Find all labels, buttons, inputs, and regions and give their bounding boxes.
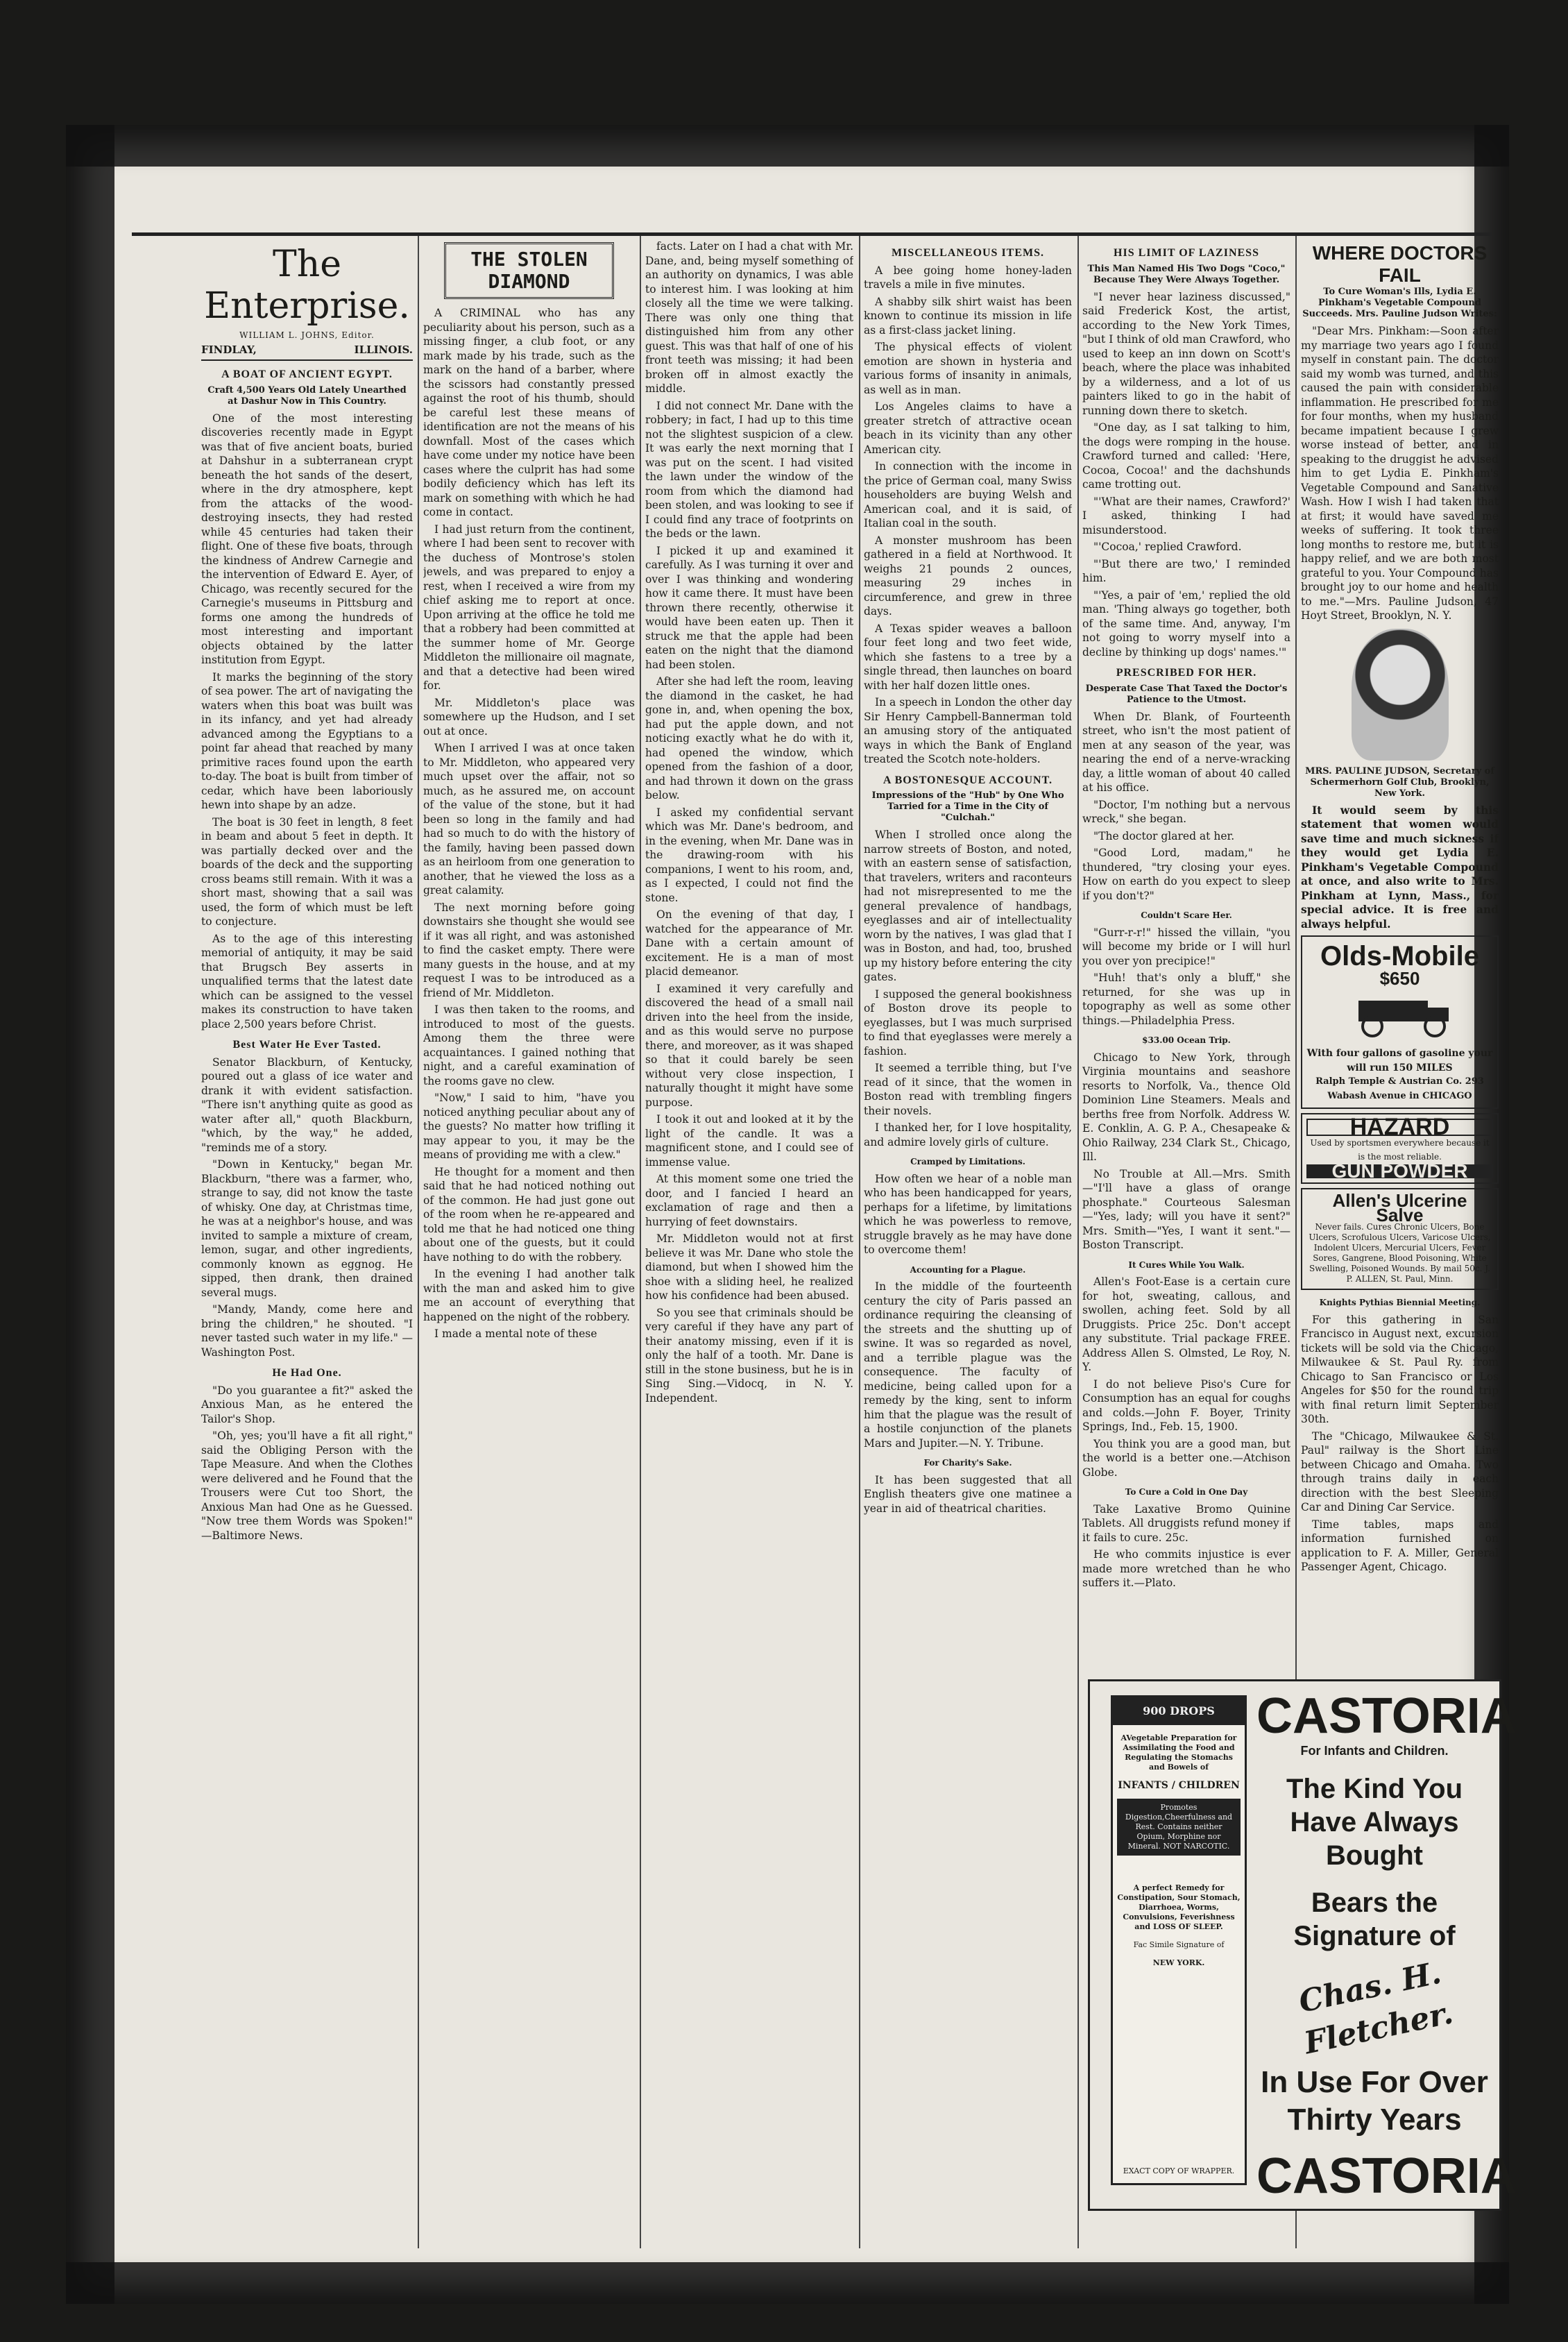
article-paragraph: The physical effects of violent emotion are shown in hysteria and various forms of insanity in animals, as well as in man. [864,341,1072,396]
article-paragraph: When I arrived I was at once taken to Mr. Middleton, who appeared very much upset over the affair, not so much, as he assured me, on account of the value of the stone, but it had been so long in the family and had had so much to do with the history of the family, having been passed down as an heirloom from one generation to another, that he viewed the loss as a great calamity. [423,742,635,897]
column-rule [640,236,641,2248]
article-paragraph: Allen's Foot-Ease is a certain cure for hot, sweating, callous, and swollen, aching feet. Sold by all Druggists. Price 25c. Don't accept any substitute. Trial package FREE. Address Allen S. Olmsted, Le Roy, N. Y. [1082,1275,1290,1373]
castoria-ad [1088,1679,1517,2211]
article-paragraph: He who commits injustice is ever made more wretched than he who suffers it.—Plato. [1082,1548,1290,1589]
column-6-ads [1301,239,1499,1676]
article-paragraph: Los Angeles claims to have a greater stretch of attractive ocean beach in its vicinity than any other American city. [864,400,1072,456]
pinkham-ad-paragraph: It would seem by this statement that women would save time and much sickness if they would get Lydia E. Pinkham's Vegetable Compound at once, and also write to Mrs. Pinkham at Lynn, Mass., for special advice. It is free and always helpful. [1301,803,1499,931]
article-paragraph: "Oh, yes; you'll have a fit all right," said the Obliging Person with the Tape Measure. And when the Clothes were delivered and he Found that the Trousers were Cut too Short, the Anxious Man had One as he Guessed. "Now tree them Words was Spoken!" —Baltimore News. [201,1429,413,1542]
bottle-text: Fac Simile Signature of [1133,1940,1225,1949]
article-headline: Couldn't Scare Her. [1141,910,1232,920]
article-paragraph: "Do you guarantee a fit?" asked the Anxious Man, as he entered the Tailor's Shop. [201,1384,413,1425]
article-paragraph: After she had left the room, leaving the diamond in the casket, he had gone in, and, when opening the box, had put the apple down, and not noticing exactly what he do with it, had opened the window, which opened from the fashion of a door, and had thrown it down on the grass below. [645,675,853,801]
article-headline: To Cure a Cold in One Day [1125,1487,1248,1497]
article-paragraph: "Huh! that's only a bluff," she returned, for she was up in topography as well as some other things.—Philadelphia Press. [1082,971,1290,1027]
column-3 [645,239,853,2245]
article-paragraph: Time tables, maps and information furnished on application to F. A. Miller, General Passenger Agent, Chicago. [1301,1518,1499,1573]
column-2 [423,239,635,2245]
article-paragraph: I thanked her, for I love hospitality, and admire lovely girls of culture. [864,1121,1072,1148]
article-paragraph: No Trouble at All.—Mrs. Smith—"I'll have a glass of orange phosphate." Courteous Salesman—"Yes, lady; will you have it sent?" Mrs. Smith—"Yes, I want it sent."—Boston Transcript. [1082,1167,1290,1251]
article-headline: $33.00 Ocean Trip. [1142,1035,1231,1045]
article-headline: Cramped by Limitations. [910,1157,1025,1166]
castoria-kind: The Kind You Have Always Bought [1286,1774,1463,1871]
article-headline: HIS LIMIT OF LAZINESS [1114,247,1259,259]
article-paragraph: I took it out and looked at it by the light of the candle. It was a magnificent stone, and I could see of immense value. [645,1113,853,1169]
article-subhead: This Man Named His Two Dogs "Coco," Because They Were Always Together. [1087,263,1286,285]
article-paragraph: Mr. Middleton's place was somewhere up the Hudson, and I set out at once. [423,696,635,738]
bottle-text: EXACT COPY OF WRAPPER. [1123,2166,1235,2175]
castoria-bears: Bears the Signature of [1293,1887,1456,1951]
article-paragraph: A CRIMINAL who has any peculiarity about his person, such as a missing finger, a club foot, or any mark made by his trade, such as the mark on the hand of a barber, where the scissors had constantly pressed against the root of his thumb, should be careful lest these means of identification are not the means of his downfall. Most of the cases which have come under my notice have been cases where the culprit has had some bodily deficiency which has left its mark on something with which he had come in contact. [423,307,635,518]
article-paragraph: "Mandy, Mandy, come here and bring the children," he shouted. "I never tasted such water in my life." —Washington Post. [201,1303,413,1359]
castoria-title: CASTORIA [1256,1688,1517,1744]
castoria-in-use: In Use For Over Thirty Years [1261,2065,1488,2137]
page-edge-left [66,125,114,2304]
olds-mobile-ad [1301,935,1499,1109]
top-rule [132,232,1492,236]
article-paragraph: "'What are their names, Crawford?' I asked, thinking I had misunderstood. [1082,495,1290,536]
bottle-neck-label: 900 DROPS [1113,1697,1245,1725]
article-paragraph: "The doctor glared at her. [1093,829,1235,842]
olds-tagline: With four gallons of gasoline your will run 150 MILES [1306,1048,1493,1074]
article-headline: Best Water He Ever Tasted. [232,1039,382,1051]
article-paragraph: He thought for a moment and then said that he had noticed nothing out of the common. He had just gone out of the room when he re-appeared and told me that he had noticed one thing about one of the guests, but it could have nothing to do with the robbery. [423,1165,635,1264]
article-paragraph: "Now," I said to him, "have you noticed anything peculiar about any of the guests? No matter how trifling it may appear to you, it may be the means of providing me with a clew." [423,1092,635,1161]
article-paragraph: It has been suggested that all English theaters give one matinee a year in aid of theatrical charities. [864,1473,1072,1515]
masthead-dateline [201,343,413,362]
article-paragraph: "I never hear laziness discussed," said Frederick Kost, the artist, according to the New York Times, "but I think of old man Crawford, who used to keep an inn down on Scott's beach, where the place was inhabited by a wilderness, and a lot of us painters liked to go in the habit of running down there to sketch. [1082,290,1290,417]
bottle-text: Promotes Digestion,Cheerfulness and Rest. Contains neither Opium, Morphine nor Mineral. NOT NARCOTIC. [1117,1799,1241,1856]
article-paragraph: "Good Lord, madam," he thundered, "try closing your eyes. How on earth do you expect to sleep if you don't?" [1082,847,1290,902]
article-paragraph: It marks the beginning of the story of sea power. The art of navigating the waters when this boat was built was in its infancy, and yet had already advanced among the Egyptians to a point far ahead that reached by many primitive races found upon the earth to-day. The boat is built from timber of cedar, which have been laboriously hewn into shape by an adze. [201,670,413,811]
article-paragraph: Senator Blackburn, of Kentucky, poured out a glass of ice water and drank it with evident satisfaction. "There isn't anything quite as good as water after all," quoth Blackburn, "which, by the way," he added, "reminds me of a story. [201,1055,413,1154]
castoria-for-line: For Infants and Children. [1300,1744,1449,1758]
column-5 [1082,239,1290,1676]
column-rule [859,236,860,2248]
hazard-powder-ad [1301,1113,1499,1184]
article-paragraph: In the evening I had another talk with the man and asked him to give me an account of everything that happened on the night of the robbery. [423,1268,635,1323]
article-paragraph: When I strolled once along the narrow streets of Boston, and noted, with an eastern sense of satisfaction, that travelers, writers and raconteurs had not misrepresented to me the general prevalence of handbags, eyeglasses and air of intellectuality worn by the natives, I was glad that I was in Boston, and had, too, brushed up my history before entering the city gates. [864,829,1072,983]
article-headline: For Charity's Sake. [923,1458,1012,1468]
page-edge-top [66,125,1509,167]
article-paragraph: As to the age of this interesting memorial of antiquity, it may be said that Brugsch Bey asserts in unqualified terms that the latest date which can be assigned to the vessel makes its construction to have taken place 2,500 years before Christ. [201,932,413,1030]
article-subhead: Desperate Case That Taxed the Doctor's Patience to the Utmost. [1085,683,1288,705]
article-paragraph: So you see that criminals should be very careful if they have any part of their anatomy missing, even if it is only the half of a tooth. Mr. Dane is still in the stone business, but he is in Sing Sing.—Vidocq, in N. Y. Independent. [645,1306,853,1405]
olds-dealer: Ralph Temple & Austrian Co. 293 Wabash Avenue in CHICAGO [1315,1076,1484,1101]
article-headline: PRESCRIBED FOR HER. [1116,667,1257,679]
article-paragraph: I asked my confidential servant which was Mr. Dane's bedroom, and in the evening, when Mr. Dane was in the drawing-room with his companions, I went to his room, and, as I expected, I could not find the stone. [645,806,853,904]
article-subhead: Impressions of the "Hub" by One Who Tarried for a Time in the City of "Culchah." [871,790,1064,823]
article-headline: MISCELLANEOUS ITEMS. [891,247,1045,259]
page-edge-bottom [66,2262,1509,2304]
article-paragraph: How often we hear of a noble man who has been handicapped for years, perhaps for a lifetime, by limitations which he was powerless to remove, struggle bravely as he may have done to overcome them! [864,1172,1072,1256]
article-paragraph: "'Yes, a pair of 'em,' replied the old man. 'Thing always go together, both of the same time. And, anyway, I'm not going to worry myself into a decline by thinking up dogs' names.'" [1082,588,1290,659]
pinkham-ad-paragraph: "Dear Mrs. Pinkham:—Soon after my marriage two years ago I found myself in constant pain. The doctor said my womb was turned, and this caused the pain with considerable inflammation. He prescribed for me for four months, when my husband became impatient because I grew worse instead of better, and in speaking to the druggist he advised him to get Lydia E. Pinkham's Vegetable Compound and Sanative Wash. How I wish I had taken that at first; it would have saved me weeks of suffering. It took three long months to restore me, but it is happy relief, and we are both most grateful to you. Your Compound has brought joy to our home and health to me."—Mrs. Pauline Judson, 47 Hoyt Street, Brooklyn, N. Y. [1301,325,1499,622]
article-paragraph: The boat is 30 feet in length, 8 feet in beam and about 5 feet in depth. It was partially decked over and the boards of the deck and the supporting cross beams still remain. With it was a short mast, showing that a sail was used, the form of which must be left to conjecture. [201,815,413,928]
column-rule [418,236,419,2248]
castoria-copy [1256,1688,1517,2204]
bottle-text: INFANTS / CHILDREN [1118,1780,1240,1791]
article-paragraph: I did not connect Mr. Dane with the robbery; in fact, I had up to this time not the slightest suspicion of a clew. It was early the next morning that I was put on the scent. I had visited the lawn under the window of the room from which the diamond had been stolen, and was looking to see if I could find any trace of footprints on the beds or the lawn. [645,399,853,540]
article-paragraph: One of the most interesting discoveries recently made in Egypt was that of five ancient boats, buried at Dahshur in a subterranean crypt beneath the hot sands of the desert, where in the dry atmosphere, kept from the attacks of the wood-destroying insects, they had rested while 45 centuries had taken their flight. One of these five boats, through the kindness of Andrew Carnegie and the intervention of Edward E. Ayer, of Chicago, was recently secured for the Carnegie's museums in Pittsburg and forms one among the hundreds of most interesting and important objects obtained by the latter institution from Egypt. [201,411,413,666]
allens-title: Allen's Ulcerine Salve [1332,1190,1467,1225]
article-paragraph: At this moment some one tried the door, and I fancied I heard an exclamation of rage and then a hurrying of feet downstairs. [645,1173,853,1228]
article-headline: A BOSTONESQUE ACCOUNT. [883,774,1053,786]
article-paragraph: It seemed a terrible thing, but I've read of it since, that the women in Boston read with trembling fingers their novels. [864,1062,1072,1117]
hazard-footer: GUN POWDER [1306,1164,1493,1179]
column-1 [201,239,413,2245]
judson-portrait [1352,629,1449,761]
article-paragraph: "Gurr-r-r!" hissed the villain, "you will become my bride or I will hurl you over yon precipice!" [1082,926,1290,967]
article-paragraph: "'But there are two,' I reminded him. [1082,557,1290,584]
pinkham-ad-subhead: To Cure Woman's Ills, Lydia E. Pinkham's Vegetable Compound Succeeds. Mrs. Pauline Judson Writes: [1302,287,1497,319]
stolen-diamond-headline: THE STOLEN DIAMOND [444,242,614,299]
article-paragraph: I do not believe Piso's Cure for Consumption has an equal for coughs and colds.—John F. Boyer, Trinity Springs, Ind., Feb. 15, 1900. [1082,1377,1290,1433]
allens-body: Never fails. Cures Chronic Ulcers, Bone Ulcers, Scrofulous Ulcers, Varicose Ulcers, Indolent Ulcers, Mercurial Ulcers, Fever Sores, Gangrene, Blood Poisoning, White Swelling, Poisoned Wounds. By mail 50c. J. P. ALLEN, St. Paul, Minn. [1309,1222,1491,1284]
article-paragraph: facts. Later on I had a chat with Mr. Dane, and, being myself something of an authority on dynamics, I was able to interest him. I was looking at him closely all the time we were talking. There was only one thing that distinguished him from any other guest. This was that half of one of his front teeth was missing; it had been broken off in almost exactly the middle. [645,240,853,395]
article-paragraph: In connection with the income in the price of German coal, many Swiss householders are buying Welsh and American coal, and it is said, of Italian coal in the south. [864,460,1072,529]
article-paragraph: For this gathering in San Francisco in August next, excursion tickets will be sold via the Chicago, Milwaukee & St. Paul Ry. from Chicago to San Francisco or Los Angeles for $50 for the round trip with final return limit September 30th. [1301,1313,1499,1425]
article-paragraph: I was then taken to the rooms, and introduced to most of the guests. Among them the three were acquaintances. I gained nothing that night, and a careful examination of the rooms gave no clew. [423,1003,635,1087]
article-paragraph: You think you are a good man, but the world is a better one.—Atchison Globe. [1082,1437,1290,1479]
bottle-text: A perfect Remedy for Constipation, Sour Stomach, Diarrhoea, Worms, Convulsions, Feverishness and LOSS OF SLEEP. [1117,1883,1241,1931]
castoria-title-bottom: CASTORIA [1256,2148,1517,2204]
article-headline: He Had One. [272,1367,342,1379]
article-paragraph: A Texas spider weaves a balloon four feet long and two feet wide, which she fastens to a tree by a single thread, then launches on board with her half dozen little ones. [864,622,1072,692]
hazard-body: Used by sportsmen everywhere because it is the most reliable. [1310,1137,1490,1162]
article-paragraph: A bee going home honey-laden travels a mile in five minutes. [864,264,1072,291]
article-paragraph: Take Laxative Bromo Quinine Tablets. All druggists refund money if it fails to cure. 25c. [1082,1502,1290,1544]
article-paragraph: I had just return from the continent, where I had been sent to recover with the duchess of Montrose's stolen jewels, and was prepared to enjoy a rest, when I received a wire from my chief asking me to report at once. Upon arriving at the office he told me that a robbery had been committed at the summer home of Mr. George Middleton the millionaire oil magnate, and that a detective had been wired for. [423,523,635,692]
masthead-state: ILLINOIS. [354,343,413,356]
article-subhead: Craft 4,500 Years Old Lately Unearthed at Dashur Now in This Country. [207,384,407,407]
article-paragraph: A monster mushroom has been gathered in a field at Northwood. It weighs 21 pounds 2 ounces, measuring 29 inches in circumference, and grew in three days. [864,534,1072,618]
automobile-icon [1331,990,1469,1039]
hazard-title: HAZARD [1306,1119,1493,1136]
masthead-editor: WILLIAM L. JOHNS, Editor. [239,330,375,340]
pinkham-ad-headline: WHERE DOCTORS FAIL [1312,242,1488,286]
article-paragraph: Chicago to New York, through Virginia mountains and seashore resorts to Norfolk, Va., thence Old Dominion Line Steamers. Meals and berths free from Norfolk. Address W. E. Conklin, A. G. P. A., Chesapeake & Ohio Railway, 234 Clark St., Chicago, Ill. [1082,1051,1290,1163]
column-4 [864,239,1072,2245]
article-headline: Accounting for a Plague. [910,1264,1026,1275]
column-rule [1077,236,1079,2248]
article-paragraph: The "Chicago, Milwaukee & St. Paul" railway is the Short Line between Chicago and Omaha. Two through trains daily in each direction with the best Sleeping Car and Dining Car Service. [1301,1429,1499,1513]
article-paragraph: "'Cocoa,' replied Crawford. [1093,541,1242,553]
article-paragraph: In a speech in London the other day Sir Henry Campbell-Bannerman told an amusing story of the antiquated ways in which the Bank of England treated the Scotch note-holders. [864,696,1072,765]
article-paragraph: In the middle of the fourteenth century the city of Paris passed an ordinance requiring the cleansing of the streets and the shutting up of swine. It was so regarded as novel, and a terrible plague was the consequence. The faculty of medicine, being called upon for a remedy by the king, sent to inform him that the plague was the result of a hostile conjunction of the planets Mars and Jupiter.—N. Y. Tribune. [864,1280,1072,1450]
article-paragraph: I supposed the general bookishness of Boston drove its people to eyeglasses, but I was much surprised to find that eyeglasses were merely a fashion. [864,987,1072,1058]
bottle-text: AVegetable Preparation for Assimilating the Food and Regulating the Stomachs and Bowels of [1120,1733,1237,1772]
masthead-city: FINDLAY, [201,343,257,356]
article-headline: A BOAT OF ANCIENT EGYPT. [221,368,393,380]
article-paragraph: I made a mental note of these [434,1327,597,1340]
article-paragraph: "One day, as I sat talking to him, the dogs were romping in the house. Crawford turned and called: 'Here, Cocoa, Cocoa!' and the dachshunds came trotting out. [1082,421,1290,491]
allens-salve-ad [1301,1188,1499,1290]
article-paragraph: "Down in Kentucky," began Mr. Blackburn, "there was a farmer, who, strange to say, did not know the taste of whisky. One day, at Christmas time, he was at a neighbor's house, and was invited to sample a mixture of cream, lemon, sugar, and other ingredients, commonly known as eggnog. He sipped, then drank, then drained several mugs. [201,1158,413,1299]
article-headline: Knights Pythias Biennial Meeting. [1319,1298,1481,1307]
masthead-title: The Enterprise. [204,244,410,327]
article-paragraph: On the evening of that day, I watched for the appearance of Mr. Dane with a certain amount of excitement. He is a man of most placid demeanor. [645,908,853,978]
article-paragraph: Mr. Middleton would not at first believe it was Mr. Dane who stole the diamond, but when I showed him the shoe with a sliding heel, he realized how his confidence had been abused. [645,1232,853,1302]
castoria-bottle [1111,1695,1247,2185]
olds-title: Olds-Mobile [1320,941,1479,971]
article-paragraph: I examined it very carefully and discovered the head of a small nail driven into the heel from the inside, and as this would serve no purpose there, and moreover, as it was shaped so that it could barely be seen without very close inspection, I naturally thought it might have some purpose. [645,982,853,1109]
article-headline: It Cures While You Walk. [1128,1259,1245,1270]
article-paragraph: A shabby silk shirt waist has been known to continue its mission in life as a first-class jacket lining. [864,295,1072,337]
portrait-caption: MRS. PAULINE JUDSON, Secretary of Schermerhorn Golf Club, Brooklyn, New York. [1305,765,1494,799]
article-paragraph: The next morning before going downstairs she thought she would see if it was all right, and was astonished to find the casket empty. There were many guests in the house, and at my request I was to be introduced as a friend of Mr. Middleton. [423,901,635,999]
fletcher-signature: Chas. H. Fletcher. [1295,1955,1456,2062]
olds-price: $650 [1379,968,1420,989]
bottle-text: NEW YORK. [1152,1958,1205,1967]
article-paragraph: When Dr. Blank, of Fourteenth street, who isn't the most patient of men at any season of the year, was nearing the end of a nerve-wracking day, a little woman of about 40 called at his office. [1082,710,1290,794]
article-paragraph: I picked it up and examined it carefully. As I was turning it over and over I was thinking and wondering how it came there. It must have been thrown there recently, otherwise it would have been eaten up. Then it struck me that the apple had been eaten on the night that the diamond had been stolen. [645,544,853,671]
article-paragraph: "Doctor, I'm nothing but a nervous wreck," she began. [1082,798,1290,825]
